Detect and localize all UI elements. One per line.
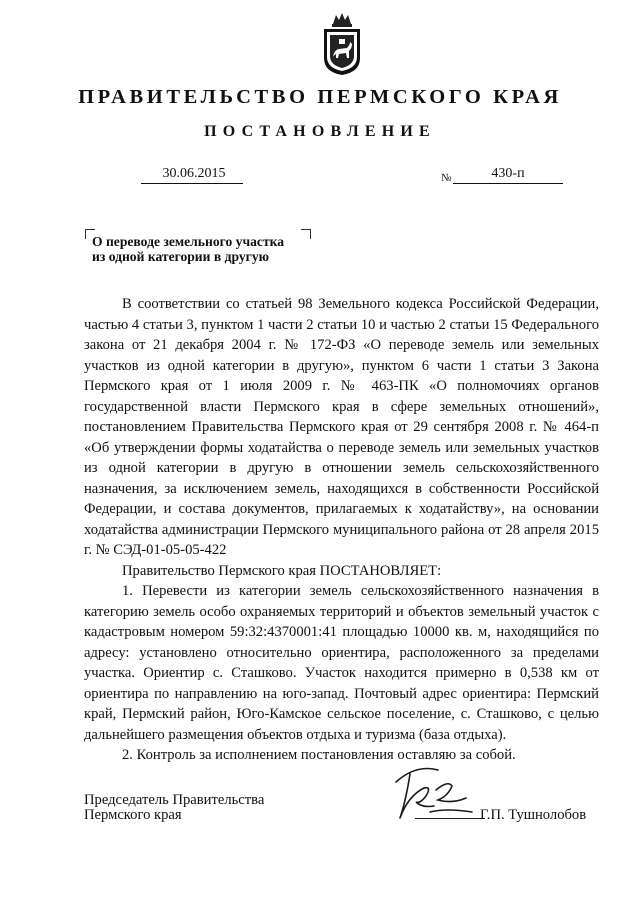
signature-underline: [415, 818, 485, 819]
clause-2-paragraph: 2. Контроль за исполнением постановления оставляю за собой.: [122, 747, 516, 763]
signer-name: Г.П. Тушнолобов: [480, 807, 587, 823]
authority-title: ПРАВИТЕЛЬСТВО ПЕРМСКОГО КРАЯ: [78, 86, 562, 108]
signer-position: [84, 793, 264, 823]
number-underline: [453, 183, 563, 184]
document-subject: [92, 234, 284, 264]
subject-line-1: О переводе земельного участка: [92, 234, 285, 249]
coat-of-arms-icon: [319, 10, 365, 76]
preamble-paragraph: В соответствии со статьей 98 Земельного кодекса Российской Федерации, частью 4 статьи 3, пунктом 1 части 2 статьи 10 и частью 2 статьи 15 Федерального закона от 21 декабря 2004 г. № 172-ФЗ «О переводе земель или земельных участков из одной категории в другую», пунктом 6 части 1 статьи 3 Закона Пермского края от 1 июля 2009 г. № 463-ПК «О полномочиях органов государственной власти Пермского края в сфере земельных отношений», постановлением Правительства Пермского края от 29 сентября 2008 г. № 464-п «Об утверждении формы ходатайства о переводе земель или земельных участков из одной категории в другую в отношении земель сельскохозяйственного назначения, за исключением земель, находящихся в собственности Российской Федерации, и состава документов, прилагаемых к ходатайству», на основании ходатайства администрации Пермского муниципального района от 28 апреля 2015 г. № СЭД-01-05-05-422: [84, 296, 599, 558]
subject-line-2: из одной категории в другую: [92, 249, 270, 264]
document-number: 430-п: [491, 166, 525, 181]
handwritten-signature-icon: [386, 760, 486, 830]
document-body: [84, 294, 599, 766]
document-date: 30.06.2015: [162, 166, 226, 181]
subject-bracket-right: [301, 229, 311, 239]
clause-1-paragraph: 1. Перевести из категории земель сельскохозяйственного назначения в категорию земель особо охраняемых территорий и объектов земельный участок с кадастровым номером 59:32:4370001:41 площадью 10000 кв. м, находящийся по адресу: установлено относительно ориентира, расположенного за пределами участка. Ориентир с. Сташково. Участок находится примерно в 0,538 км от ориентира по направлению на юго-запад. Почтовый адрес ориентира: Пермский край, Пермский район, Юго-Камское сельское поселение, с. Сташково, с целью дальнейшего размещения объектов отдыха и туризма (база отдыха).: [84, 583, 599, 743]
resolution-paragraph: Правительство Пермского края ПОСТАНОВЛЯЕТ:: [122, 562, 442, 579]
signer-position-line-2: Пермского края: [84, 807, 182, 823]
signer-position-line-1: Председатель Правительства: [84, 792, 265, 808]
date-underline: [141, 183, 243, 184]
document-type-title: ПОСТАНОВЛЕНИЕ: [204, 123, 436, 140]
number-sign: №: [441, 172, 452, 184]
